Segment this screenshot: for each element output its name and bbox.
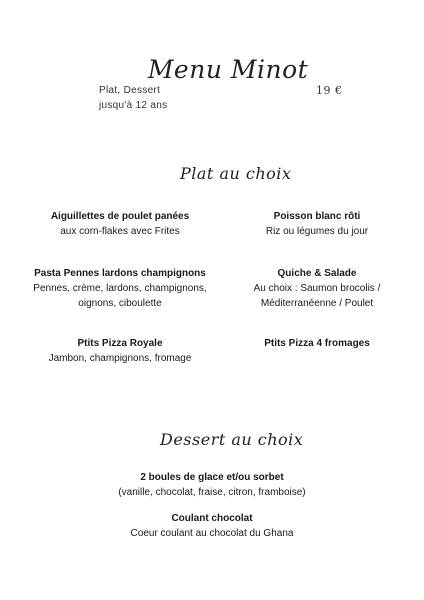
dessert-item [0, 511, 424, 541]
dish-description: Riz ou légumes du jour [265, 226, 369, 237]
dish-item [20, 266, 220, 311]
dessert-name: Coulant chocolat [171, 513, 253, 524]
dessert-name: 2 boules de glace et/ou sorbet [140, 472, 284, 483]
dish-description: aux corn-flakes avec Frites [60, 226, 180, 237]
dish-item [20, 209, 220, 239]
formula-text: Plat, Dessert [99, 85, 161, 96]
dish-name: Ptits Pizza 4 fromages [264, 338, 370, 349]
dish-item [217, 266, 417, 311]
dish-name: Quiche & Salade [277, 268, 357, 279]
dish-item [20, 336, 220, 366]
menu-title: Menu Minot [147, 54, 309, 84]
dish-description: Jambon, champignons, fromage [48, 353, 192, 364]
dish-item [217, 336, 417, 351]
dish-description: Pennes, crème, lardons, champignons, oignons, ciboulette [33, 283, 207, 309]
plat-section-title: Plat au choix [180, 164, 292, 183]
menu-intro [99, 83, 167, 113]
dessert-description: Coeur coulant au chocolat du Ghana [130, 528, 294, 539]
dish-description: Au choix : Saumon brocolis / Méditerranéenne / Poulet [253, 283, 381, 309]
dish-item [217, 209, 417, 239]
dish-name: Poisson blanc rôti [273, 211, 361, 222]
dessert-description: (vanille, chocolat, fraise, citron, framboise) [118, 487, 306, 498]
menu-price: 19 € [316, 84, 343, 97]
dessert-item [0, 470, 424, 500]
dessert-section-title: Dessert au choix [160, 430, 304, 449]
dish-name: Ptits Pizza Royale [77, 338, 163, 349]
dish-name: Pasta Pennes lardons champignons [34, 268, 206, 279]
age-limit-text: jusqu'à 12 ans [99, 100, 168, 111]
dish-name: Aiguillettes de poulet panées [50, 211, 190, 222]
